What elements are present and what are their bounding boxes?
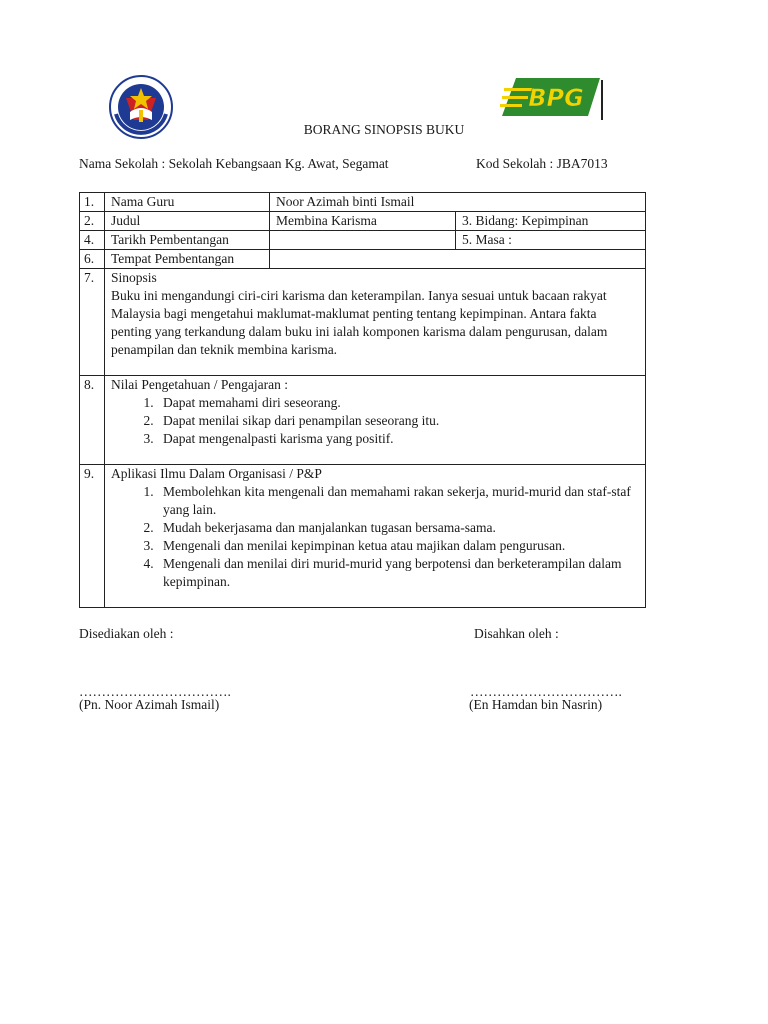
row-label: Tarikh Pembentangan	[105, 231, 270, 250]
values-section	[105, 376, 646, 465]
list-item: 3. Dapat mengenalpasti karisma yang positif.	[157, 430, 645, 448]
school-name: Nama Sekolah : Sekolah Kebangsaan Kg. Awat, Segamat	[79, 156, 389, 171]
form-title: BORANG SINOPSIS BUKU	[303, 122, 465, 137]
field-area-field[interactable]: 3. Bidang: Kepimpinan	[456, 212, 646, 231]
approved-signature-line: …………………………….	[470, 684, 622, 699]
list-item: 4. Mengenali dan menilai diri murid-murid yang berpotensi dan berketerampilan dalam kepimpinan.	[157, 555, 631, 591]
form-row-values	[80, 376, 646, 465]
row-label: Nama Guru	[105, 193, 270, 212]
row-number: 1.	[80, 193, 105, 212]
form-row-teacher	[80, 193, 646, 212]
section-heading: Aplikasi Ilmu Dalam Organisasi / P&P	[111, 466, 322, 481]
row-number: 2.	[80, 212, 105, 231]
synopsis-text: Buku ini mengandungi ciri-ciri karisma dan keterampilan. Ianya sesuai untuk bacaan rakyat Malaysia bagi mengetahui maklumat-maklumat penting tentang kepimpinan. Antara fakta penting yang terkandung dalam buku ini ialah komponen karisma dalam pengurusan, dalam penampilan dan teknik membina karisma.	[111, 288, 608, 357]
row-number: 6.	[80, 250, 105, 269]
section-heading: Nilai Pengetahuan / Pengajaran :	[111, 377, 288, 392]
time-field[interactable]: 5. Masa :	[456, 231, 646, 250]
presentation-place-field[interactable]	[270, 250, 646, 269]
row-number: 7.	[80, 269, 105, 376]
row-label: Judul	[105, 212, 270, 231]
prepared-signature-line: …………………………….	[79, 684, 231, 699]
list-item: 1. Dapat memahami diri seseorang.	[157, 394, 645, 412]
form-row-title	[80, 212, 646, 231]
list-item: 2. Dapat menilai sikap dari penampilan seseorang itu.	[157, 412, 645, 430]
values-list	[111, 394, 645, 448]
form-row-date	[80, 231, 646, 250]
application-section	[105, 465, 646, 608]
prepared-by-label: Disediakan oleh :	[79, 626, 174, 641]
application-list	[111, 483, 631, 591]
row-number: 8.	[80, 376, 105, 465]
row-number: 9.	[80, 465, 105, 608]
list-item: 1. Membolehkan kita mengenali dan memahami rakan sekerja, murid-murid dan staf-staf yang lain.	[157, 483, 631, 519]
synopsis-form-table	[79, 192, 646, 608]
synopsis-section	[105, 269, 646, 376]
row-label: Tempat Pembentangan	[105, 250, 270, 269]
bpg-logo-text: BPG	[528, 84, 584, 112]
section-heading: Sinopsis	[111, 270, 157, 285]
teacher-name-field[interactable]: Noor Azimah binti Ismail	[270, 193, 646, 212]
row-number: 4.	[80, 231, 105, 250]
list-item: 2. Mudah bekerjasama dan manjalankan tugasan bersama-sama.	[157, 519, 631, 537]
school-code: Kod Sekolah : JBA7013	[476, 156, 608, 171]
list-item: 3. Mengenali dan menilai kepimpinan ketua atau majikan dalam pengurusan.	[157, 537, 631, 555]
book-title-field[interactable]: Membina Karisma	[270, 212, 456, 231]
approved-by-name: (En Hamdan bin Nasrin)	[469, 697, 603, 712]
form-row-place	[80, 250, 646, 269]
bpg-logo-icon	[500, 74, 604, 120]
presentation-date-field[interactable]	[270, 231, 456, 250]
form-row-synopsis	[80, 269, 646, 376]
approved-by-label: Disahkan oleh :	[474, 626, 559, 641]
form-row-application	[80, 465, 646, 608]
prepared-by-name: (Pn. Noor Azimah Ismail)	[79, 697, 220, 712]
